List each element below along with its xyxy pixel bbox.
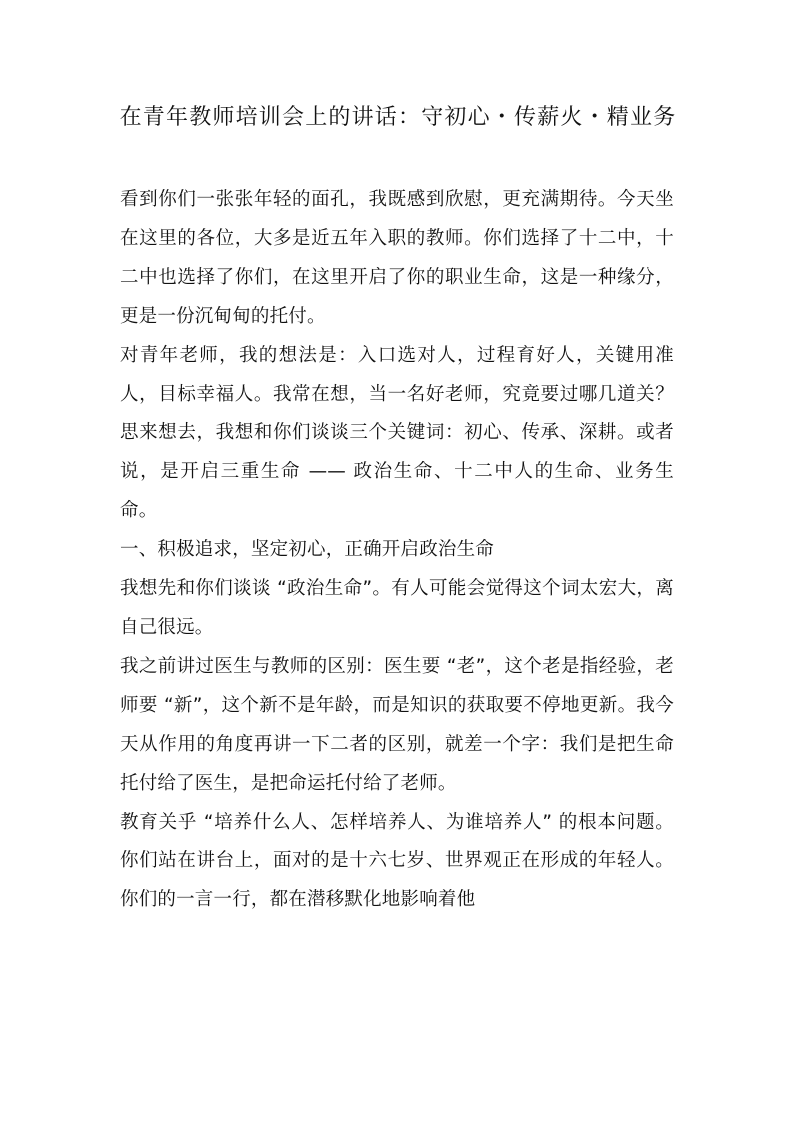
paragraph-political-life: 我想先和你们谈谈 “政治生命”。有人可能会觉得这个词太宏大，离自己很远。 — [120, 578, 674, 638]
document-title: 在青年教师培训会上的讲话：守初心・传薪火・精业务 — [119, 105, 677, 130]
document-body — [120, 181, 674, 920]
paragraph-education: 教育关乎 “培养什么人、怎样培养人、为谁培养人” 的根本问题。你们站在讲台上，面对的是十六七岁、世界观正在形成的年轻人。你们的一言一行，都在潜移默化地影响着他 — [120, 811, 674, 911]
paragraph-doctor-teacher: 我之前讲过医生与教师的区别：医生要 “老”，这个老是指经验，老师要 “新”，这个新不是年龄，而是知识的获取要不停地更新。我今天从作用的角度再讲一下二者的区别，就差一个字：我们是把生命托付给了医生，是把命运托付给了老师。 — [120, 655, 674, 794]
section-heading-1: 一、积极追求，坚定初心，正确开启政治生命 — [120, 539, 495, 561]
paragraph-keywords: 对青年老师，我的想法是：入口选对人，过程育好人，关键用准人，目标幸福人。我常在想，当一名好老师，究竟要过哪几道关？思来想去，我想和你们谈谈三个关键词：初心、传承、深耕。或者说，是开启三重生命 —— 政治生命、十二中人的生命、业务生命。 — [120, 344, 674, 522]
paragraph-opening: 看到你们一张张年轻的面孔，我既感到欣慰，更充满期待。今天坐在这里的各位，大多是近五年入职的教师。你们选择了十二中，十二中也选择了你们，在这里开启了你的职业生命，这是一种缘分，更是一份沉甸甸的托付。 — [120, 189, 674, 327]
